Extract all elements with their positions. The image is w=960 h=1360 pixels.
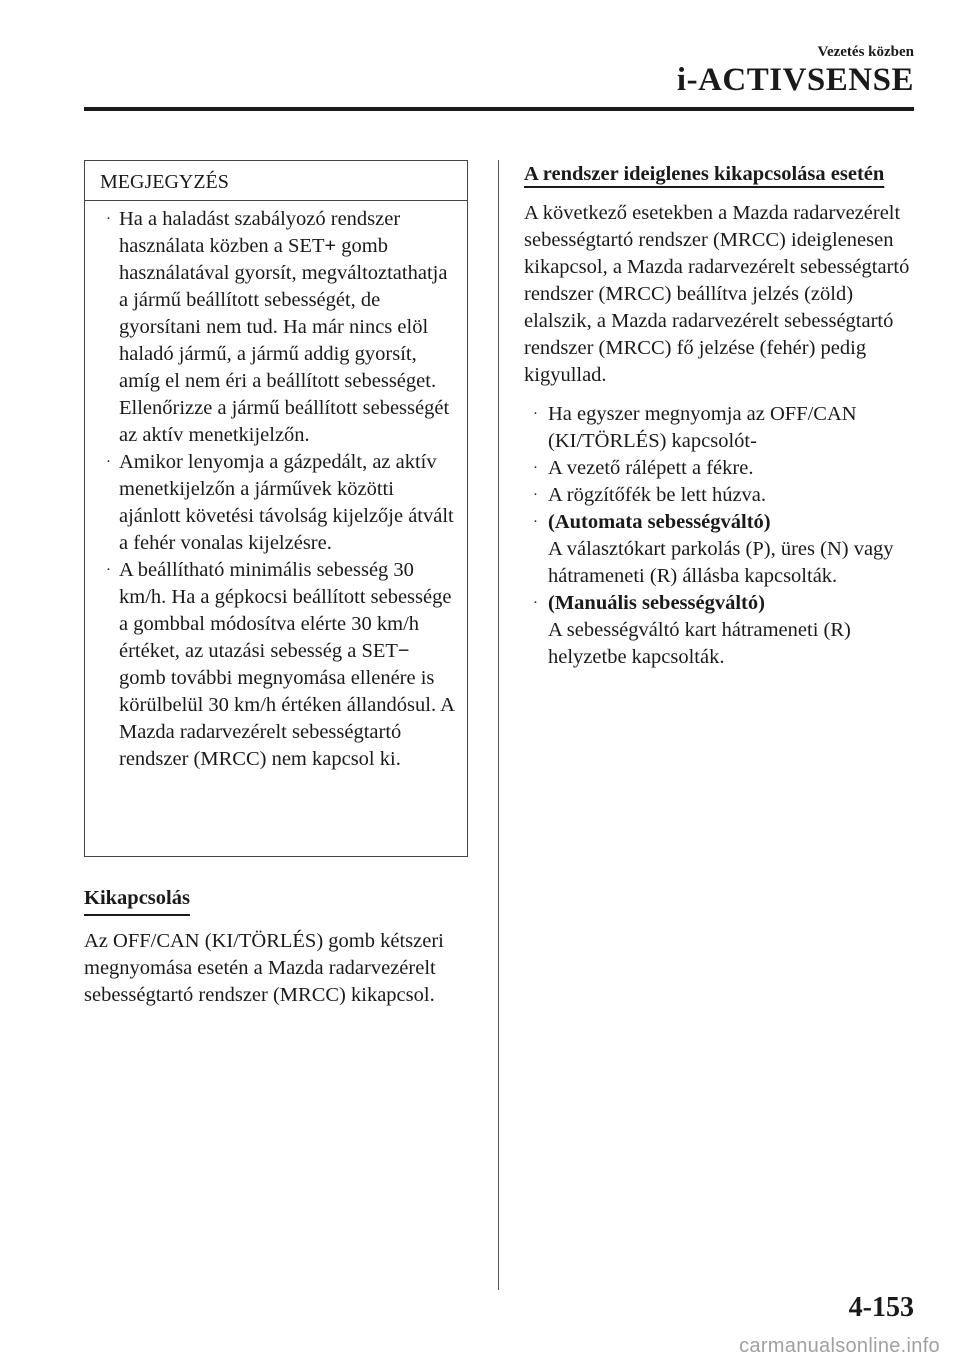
condition-item [524,455,916,482]
bullet-icon: · [533,487,538,503]
note-item-text: Ha a haladást szabályozó rendszer használata közben a SET [119,208,401,257]
condition-label: (Manuális sebességváltó) [548,592,765,614]
section-paragraph: A következő esetekben a Mazda radarvezérelt sebességtartó rendszer (MRCC) ideiglenesen kikapcsol, a Mazda radarvezérelt sebességtartó rendszer (MRCC) beállítva jelzés (zöld) elalszik, a Mazda radarvezérelt sebességtartó rendszer (MRCC) fő jelzése (fehér) pedig kigyullad. [524,202,910,386]
bullet-icon: · [533,514,538,530]
condition-label: (Automata sebességváltó) [548,511,771,533]
bullet-icon: · [106,454,111,470]
header-title: i-ACTIVSENSE [676,62,914,98]
condition-text: A vezető rálépett a fékre. [548,457,754,479]
condition-text: A rögzítőfék be lett húzva. [548,484,767,506]
left-section [84,885,484,1009]
header-section-label: Vezetés közben [817,44,914,60]
minus-icon: − [397,640,410,662]
condition-list [524,401,916,671]
note-item-text: Amikor lenyomja a gázpedált, az aktív menetkijelzőn a járművek közötti ajánlott követési távolság kijelzője átvált a fehér vonalas kijelzésre. [119,451,454,554]
plus-icon: + [324,235,337,257]
bullet-icon: · [533,595,538,611]
condition-text: A sebességváltó kart hátrameneti (R) helyzetbe kapcsolták. [548,619,851,668]
condition-item [524,401,916,455]
condition-item [524,482,916,509]
section-paragraph: Az OFF/CAN (KI/TÖRLÉS) gomb kétszeri megnyomása esetén a Mazda radarvezérelt sebességtartó rendszer (MRCC) kikapcsol. [84,930,444,1006]
right-section [524,160,916,671]
note-item-text: gomb használatával gyorsít, megváltoztathatja a jármű beállított sebességét, de gyorsítani nem tud. Ha már nincs elöl haladó jármű, a jármű addig gyorsít, amíg el nem éri a beállított sebességet. Ellenőrizze a jármű beállított sebességét az aktív menetkijelzőn. [119,235,450,446]
column-divider [498,160,499,1290]
note-item-text: gomb további megnyomása ellenére is körülbelül 30 km/h értéken állandósul. A Mazda radarvezérelt sebességtartó rendszer (MRCC) nem kapcsol ki. [119,667,454,770]
condition-text: Ha egyszer megnyomja az OFF/CAN (KI/TÖRLÉS) kapcsolót- [548,403,857,452]
condition-item [524,509,916,590]
note-box [84,160,468,857]
note-item [97,557,459,773]
condition-text: A választókart parkolás (P), üres (N) vagy hátrameneti (R) állásba kapcsolták. [548,538,894,587]
note-item [97,206,459,449]
bullet-icon: · [533,406,538,422]
note-item [97,449,459,557]
section-heading-off: Kikapcsolás [84,885,190,916]
bullet-icon: · [533,460,538,476]
header-rule [84,107,914,111]
bullet-icon: · [106,211,111,227]
condition-item [524,590,916,671]
watermark: carmanualsonline.info [739,1335,940,1357]
bullet-icon: · [106,562,111,578]
note-item-text: A beállítható minimális sebesség 30 km/h. Ha a gépkocsi beállított sebessége a gombbal módosítva elérte 30 km/h értéket, az utazási sebesség a SET [119,559,452,662]
section-heading-temporary: A rendszer ideiglenes kikapcsolása esetén [524,163,885,185]
page-number: 4-153 [848,1292,914,1323]
note-heading: MEGJEGYZÉS [85,161,467,201]
note-list [85,201,467,773]
